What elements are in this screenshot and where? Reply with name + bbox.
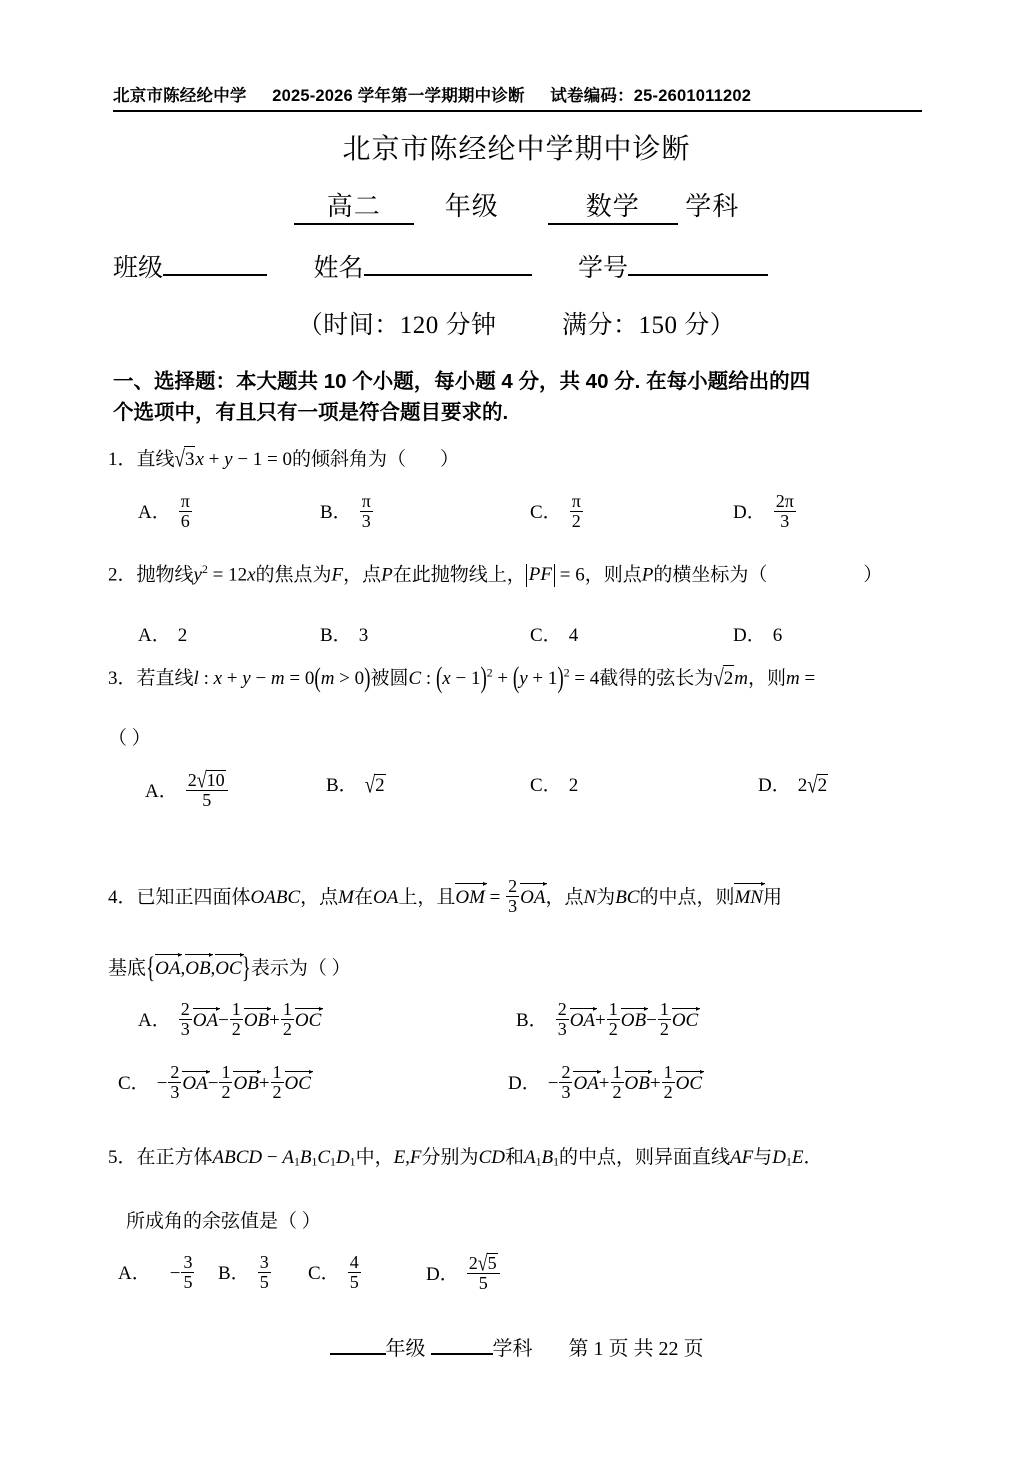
question-1-stem: 1．直线√3x + y − 1 = 0的倾斜角为（ ） — [108, 446, 460, 473]
option-4-D-vec3: OC — [675, 1073, 702, 1095]
sqrt-icon-3d: √2 — [807, 772, 828, 799]
option-4-D-sign2: + — [598, 1073, 610, 1095]
option-4-D-label: D． — [508, 1073, 541, 1095]
option-5-D-denominator: 5 — [467, 1273, 500, 1293]
question-2-number: 2． — [108, 564, 137, 586]
option-1-C-numerator: π — [571, 491, 581, 511]
option-4-D-frac2 — [611, 1063, 624, 1103]
option-5-C-fraction — [348, 1253, 361, 1293]
option-3-A-fraction — [186, 767, 228, 811]
option-5-B-numerator: 3 — [259, 1252, 269, 1272]
vector-icon-4a2 — [244, 1009, 269, 1032]
question-3-stem-line-1: 3．若直线l : x + y − m = 0(m > 0)被圆C : $(x - 1)^2 + (y + 1)^2 = 4$截得的弦长为√2m，则m = — [108, 662, 816, 695]
section-heading — [113, 366, 931, 428]
option-4-A-frac3 — [281, 1000, 294, 1040]
question-5-stem-line-2: 所成角的余弦值是（ ） — [126, 1210, 321, 1232]
option-4-C-frac2-den: 2 — [221, 1082, 231, 1103]
option-4-B-vec3: OC — [671, 1010, 699, 1032]
option-1-A-numerator: π — [180, 491, 190, 511]
option-4-B-frac1 — [556, 1000, 569, 1040]
option-3-A-numerator — [186, 767, 228, 793]
question-4-p3: 在 — [353, 887, 373, 909]
option-4-B-frac2-num: 1 — [608, 999, 618, 1019]
question-4-seg-BC: BC — [615, 887, 640, 909]
question-4-basis-lead: 基底 — [108, 957, 147, 979]
question-4-number: 4． — [108, 887, 137, 909]
question-1-tail: 的倾斜角为（ — [292, 449, 407, 470]
question-5-p1: 在正方体 — [136, 1147, 213, 1168]
option-4-B-frac2 — [607, 1000, 620, 1040]
duration-value: 120 分钟 — [399, 312, 497, 339]
question-1-lead: 直线 — [136, 449, 175, 470]
vector-icon-4d1 — [573, 1072, 598, 1095]
question-4-p6: 为 — [596, 887, 616, 909]
option-4-C-vec3: OC — [284, 1073, 311, 1095]
option-4-D-frac3-den: 2 — [663, 1082, 673, 1103]
option-1-C-denominator: 2 — [570, 511, 583, 531]
time-and-score-line — [0, 305, 1033, 341]
option-4-D-sign1: − — [547, 1073, 559, 1095]
section-heading-line-2: 个选项中，有且只有一项是符合题目要求的. — [113, 401, 509, 424]
header-paper-code: 25-2601011202 — [633, 87, 752, 105]
option-3-B-label: B． — [326, 775, 358, 796]
option-5-B-fraction — [258, 1253, 271, 1293]
student-id-input[interactable] — [628, 274, 768, 276]
option-4-D-vec1: OA — [573, 1073, 599, 1095]
vector-OC-icon: OC — [215, 955, 241, 982]
option-4-C-vec2: OB — [233, 1073, 259, 1095]
option-4-C[interactable] — [118, 1063, 311, 1103]
option-2-C-label: C． — [530, 625, 562, 646]
vector-icon-4a3 — [295, 1009, 321, 1032]
vector-icon-4a1 — [193, 1009, 218, 1032]
option-1-A-denominator: 6 — [179, 511, 192, 531]
option-2-B-label: B． — [320, 625, 352, 646]
sqrt-icon: √3 — [174, 446, 195, 473]
question-4 — [108, 876, 948, 985]
question-4-p8: 用 — [762, 887, 782, 909]
option-4-B-frac1-num: 2 — [557, 999, 567, 1019]
option-4-D-vec2: OB — [624, 1073, 650, 1095]
vector-icon-4c3 — [285, 1072, 311, 1095]
question-2-p4: 在此抛物线上， — [392, 564, 526, 586]
option-2-A-value: 2 — [177, 625, 188, 646]
footer-grade-label: 年级 — [385, 1338, 426, 1360]
footer-page-mid: 页 共 — [608, 1338, 654, 1360]
question-2-p5: ，则点 — [584, 564, 642, 586]
question-3-p1: 若直线 — [136, 668, 194, 689]
vector-OA-icon-2: OA — [155, 955, 180, 982]
option-4-A-sign2: − — [218, 1010, 229, 1032]
question-4-coef-frac: $\frac{2}{3}$ — [508, 876, 518, 917]
option-2-C[interactable] — [530, 620, 578, 647]
option-4-A-frac3-den: 2 — [282, 1019, 292, 1040]
option-4-B-label: B． — [516, 1010, 548, 1032]
option-2-A-label: A． — [138, 625, 171, 646]
question-4-seg-OA: OA — [373, 887, 399, 909]
sqrt-icon-3a: √10 — [196, 767, 225, 793]
option-4-D-frac1 — [559, 1063, 572, 1103]
option-3-A[interactable] — [145, 767, 229, 811]
question-4-stem-line-2: 基底{OA,OB,OC}表示为（ ） — [108, 952, 351, 985]
option-4-C-frac3 — [271, 1063, 284, 1103]
option-4-D-frac3-num: 1 — [663, 1062, 673, 1082]
option-5-C-denominator: 5 — [349, 1272, 359, 1293]
option-1-D-fraction — [774, 492, 796, 532]
option-1-B-numerator: π — [361, 491, 371, 511]
option-4-A-frac2-num: 1 — [231, 999, 241, 1019]
vector-icon-4c1 — [182, 1072, 207, 1095]
header-year-term: 2025-2026 学年第一学期期中诊断 — [272, 87, 525, 105]
option-4-C-sign1: − — [156, 1073, 168, 1095]
option-3-C[interactable] — [530, 770, 578, 797]
option-4-C-frac3-den: 2 — [272, 1082, 282, 1103]
question-2-stem: 2．抛物线$y^2 = 12x$的焦点为F，点P在此抛物线上， PF = 6，则点P的横坐标为（ ） — [108, 563, 883, 586]
option-1-A-label: A． — [138, 502, 171, 524]
vector-MN-icon — [734, 884, 763, 911]
question-1-options — [108, 492, 968, 550]
option-5-B[interactable] — [218, 1253, 272, 1293]
option-2-A[interactable] — [138, 620, 187, 647]
option-4-B-sign2: + — [595, 1010, 606, 1032]
option-3-D-label: D． — [758, 775, 791, 796]
section-heading-line-1: 一、选择题：本大题共 10 个小题，每小题 4 分，共 40 分. 在每小题给出的四 — [113, 370, 811, 393]
question-4-point-N: N — [583, 887, 597, 909]
option-4-C-frac1-den: 3 — [170, 1082, 180, 1103]
option-4-C-vec1: OA — [182, 1073, 208, 1095]
question-3-p4: ，则 — [747, 668, 786, 689]
option-2-D-value: 6 — [772, 625, 783, 646]
option-3-A-coefficient: 2 — [187, 770, 197, 790]
option-4-D-frac2-num: 1 — [612, 1062, 622, 1082]
option-3-A-label: A． — [145, 781, 178, 803]
option-4-D-sign3: + — [649, 1073, 661, 1095]
question-5-stem-line-1: 5．在正方体ABCD − $A_1B_1C_1D_1$中，E,F分别为CD和$A_1B_1$的中点，则异面直线AF与$D_1E$． — [108, 1147, 823, 1169]
option-4-C-label: C． — [118, 1073, 150, 1095]
option-4-D-frac3 — [662, 1063, 675, 1103]
question-5-p4: 和 — [504, 1147, 524, 1168]
question-2-p2: 的焦点为 — [255, 564, 332, 586]
option-4-A-vec2: OB — [243, 1010, 270, 1032]
footer-page-number: 1 — [593, 1338, 604, 1360]
option-5-B-denominator: 5 — [259, 1272, 269, 1293]
question-1 — [108, 446, 948, 473]
question-2-p6: 的横坐标为（ — [653, 564, 768, 586]
header-school: 北京市陈经纶中学 — [113, 87, 247, 105]
option-5-C-label: C． — [308, 1263, 340, 1285]
option-4-D-frac1-den: 3 — [561, 1082, 571, 1103]
vector-icon-4d3 — [676, 1072, 702, 1095]
page-footer — [0, 1332, 1033, 1361]
option-4-A-label: A． — [138, 1010, 171, 1032]
student-id-label: 学号 — [578, 255, 629, 282]
page-title: 北京市陈经纶中学期中诊断 — [342, 134, 691, 165]
student-info-line — [113, 248, 922, 284]
question-5-p5: 的中点，则异面直线 — [558, 1147, 730, 1168]
question-4-point-M: M — [338, 887, 354, 909]
sqrt-icon-q3: √2 — [713, 665, 734, 692]
option-3-B[interactable] — [326, 770, 386, 797]
vector-icon-4b2 — [621, 1009, 646, 1032]
option-4-C-frac2 — [219, 1063, 232, 1103]
question-4-vec-MN-text: MN — [734, 887, 763, 909]
class-input[interactable] — [163, 274, 267, 276]
vector-icon-4b3 — [672, 1009, 698, 1032]
question-1-close: ） — [440, 449, 460, 470]
option-4-C-sign2: − — [207, 1073, 219, 1095]
option-1-D-denominator: 3 — [774, 511, 796, 531]
option-1-B-label: B． — [320, 502, 352, 524]
name-input[interactable] — [364, 274, 532, 276]
option-5-A[interactable] — [118, 1253, 195, 1293]
vector-OA-icon: OA — [520, 884, 545, 911]
option-5-D-coefficient: 2 — [468, 1253, 478, 1273]
option-1-B[interactable] — [320, 492, 374, 532]
question-5-p3: 分别为 — [421, 1147, 479, 1168]
question-2-p3: ，点 — [343, 564, 382, 586]
option-4-B-frac3-den: 2 — [659, 1019, 669, 1040]
question-2-close: ） — [863, 564, 883, 586]
footer-subject-label: 学科 — [492, 1338, 533, 1360]
option-3-A-radicand: 10 — [206, 770, 225, 790]
option-4-A-frac1-den: 3 — [180, 1019, 190, 1040]
option-1-B-denominator: 3 — [360, 511, 373, 531]
option-3-C-label: C． — [530, 775, 562, 796]
option-4-C-frac1 — [168, 1063, 181, 1103]
question-5-number: 5． — [108, 1147, 137, 1168]
footer-subject-blank[interactable] — [431, 1353, 493, 1355]
option-4-B-frac3 — [658, 1000, 671, 1040]
option-2-B[interactable] — [320, 620, 368, 647]
question-5-p7: ． — [803, 1147, 823, 1168]
question-3-p3: 截得的弦长为 — [599, 668, 714, 689]
question-4-p1: 已知正四面体 — [136, 887, 251, 909]
question-2-p1: 抛物线 — [136, 564, 194, 586]
option-2-B-value: 3 — [358, 625, 369, 646]
option-3-D-coefficient: 2 — [797, 775, 808, 796]
option-4-D[interactable] — [508, 1063, 702, 1103]
absolute-value-icon: PF — [526, 564, 555, 587]
question-3 — [108, 662, 948, 751]
option-3-D[interactable] — [758, 770, 828, 797]
option-4-B-frac2-den: 2 — [608, 1019, 618, 1040]
question-5-p6: 与 — [753, 1147, 773, 1168]
question-4-tetra: OABC — [250, 887, 301, 909]
option-4-A-frac3-num: 1 — [282, 999, 292, 1019]
footer-page-suffix: 页 — [683, 1338, 704, 1360]
footer-grade-blank[interactable] — [330, 1353, 386, 1355]
option-4-A-frac1-num: 2 — [180, 999, 190, 1019]
option-4-B-frac3-num: 1 — [659, 999, 669, 1019]
question-4-p2: ，点 — [300, 887, 339, 909]
grade-value-field[interactable]: 高二 — [294, 186, 414, 225]
option-1-C-label: C． — [530, 502, 562, 524]
option-1-C-fraction — [570, 492, 583, 532]
question-1-number: 1． — [108, 449, 137, 470]
sqrt-icon-5d: √5 — [477, 1250, 497, 1276]
option-4-A-frac1 — [179, 1000, 192, 1040]
option-1-D-numerator: 2π — [775, 491, 794, 511]
option-4-B-vec1: OA — [569, 1010, 596, 1032]
grade-subject-line — [0, 186, 1033, 225]
question-5-p2: 中， — [355, 1147, 394, 1168]
vector-icon-4d2 — [625, 1072, 650, 1095]
option-5-A-label: A． — [118, 1263, 151, 1285]
question-3-p2: 被圆 — [370, 668, 409, 689]
option-5-D-radicand: 5 — [487, 1253, 497, 1273]
option-3-B-radicand: 2 — [375, 775, 385, 796]
question-3-stem-line-2: （ ） — [108, 727, 151, 749]
vector-icon-4c2 — [233, 1072, 258, 1095]
option-5-A-fraction — [181, 1253, 194, 1293]
option-4-C-frac3-num: 1 — [272, 1062, 282, 1082]
option-1-B-fraction — [360, 492, 373, 532]
vector-OM-icon: OM — [455, 884, 485, 911]
name-label: 姓名 — [313, 255, 364, 282]
option-2-D[interactable] — [733, 620, 782, 647]
question-3-number: 3． — [108, 668, 137, 689]
question-5-EF: E,F — [393, 1147, 422, 1168]
sqrt-icon-3b: √2 — [364, 772, 385, 799]
time-label: （时间： — [297, 312, 400, 339]
option-4-C-frac1-num: 2 — [170, 1062, 180, 1082]
option-5-B-label: B． — [218, 1263, 250, 1285]
option-4-D-frac2-den: 2 — [612, 1082, 622, 1103]
option-4-B-frac1-den: 3 — [557, 1019, 567, 1040]
option-2-C-value: 4 — [568, 625, 579, 646]
option-1-C[interactable] — [530, 492, 584, 532]
option-1-A[interactable] — [138, 492, 193, 532]
option-1-A-fraction — [179, 492, 192, 532]
option-5-D[interactable] — [426, 1250, 501, 1294]
question-4-basis-tail: 表示为（ ） — [250, 957, 351, 979]
option-5-A-numerator: 3 — [183, 1252, 193, 1272]
option-5-D-label: D． — [426, 1264, 459, 1286]
question-4-p7: 的中点，则 — [639, 887, 735, 909]
option-5-D-numerator — [467, 1250, 500, 1276]
option-5-C[interactable] — [308, 1253, 362, 1293]
option-5-D-fraction — [467, 1250, 500, 1294]
full-mark-value: 150 分） — [638, 312, 736, 339]
option-1-D-label: D． — [733, 502, 766, 524]
vector-icon-4b1 — [570, 1009, 595, 1032]
option-5-A-denominator: 5 — [183, 1272, 193, 1293]
option-3-A-denominator: 5 — [186, 790, 228, 810]
option-4-A-frac2 — [230, 1000, 243, 1040]
running-header — [113, 82, 922, 106]
header-paper-code-label: 试卷编码： — [550, 87, 634, 105]
footer-total-pages: 22 — [658, 1338, 679, 1360]
question-4-stem-line-1: 4．已知正四面体OABC，点M在OA上，且OM = $\frac{2}{3}$ OA，点N为BC的中点，则MN用 — [108, 876, 782, 917]
question-4-p4: 上，且 — [398, 887, 456, 909]
question-2 — [108, 562, 948, 588]
option-5-A-sign: − — [169, 1263, 181, 1285]
question-5 — [108, 1145, 948, 1234]
question-5-CD: CD — [478, 1147, 505, 1168]
subject-label: 学科 — [685, 192, 740, 221]
option-2-D-label: D． — [733, 625, 766, 646]
option-4-A-frac2-den: 2 — [231, 1019, 241, 1040]
option-4-A[interactable] — [138, 1000, 321, 1040]
option-4-D-frac1-num: 2 — [561, 1062, 571, 1082]
option-4-B[interactable] — [516, 1000, 698, 1040]
footer-page-prefix: 第 — [568, 1338, 589, 1360]
vector-OB-icon: OB — [185, 955, 210, 982]
question-4-p5: ，点 — [545, 887, 584, 909]
option-5-C-numerator: 4 — [349, 1252, 359, 1272]
option-4-C-sign3: + — [258, 1073, 270, 1095]
class-label: 班级 — [113, 255, 164, 282]
option-1-D[interactable] — [733, 492, 797, 532]
grade-label: 年级 — [444, 192, 499, 221]
option-4-C-frac2-num: 1 — [221, 1062, 231, 1082]
subject-value-field[interactable]: 数学 — [548, 186, 678, 225]
question-5-AF: AF — [730, 1147, 754, 1168]
header-divider — [113, 110, 922, 112]
option-4-B-vec2: OB — [620, 1010, 647, 1032]
option-4-B-sign3: − — [646, 1010, 657, 1032]
option-4-A-vec1: OA — [192, 1010, 219, 1032]
full-mark-label: 满分： — [562, 312, 639, 339]
option-3-C-value: 2 — [568, 775, 579, 796]
option-3-D-radicand: 2 — [817, 775, 828, 796]
option-4-A-sign3: + — [269, 1010, 280, 1032]
option-4-A-vec3: OC — [294, 1010, 322, 1032]
